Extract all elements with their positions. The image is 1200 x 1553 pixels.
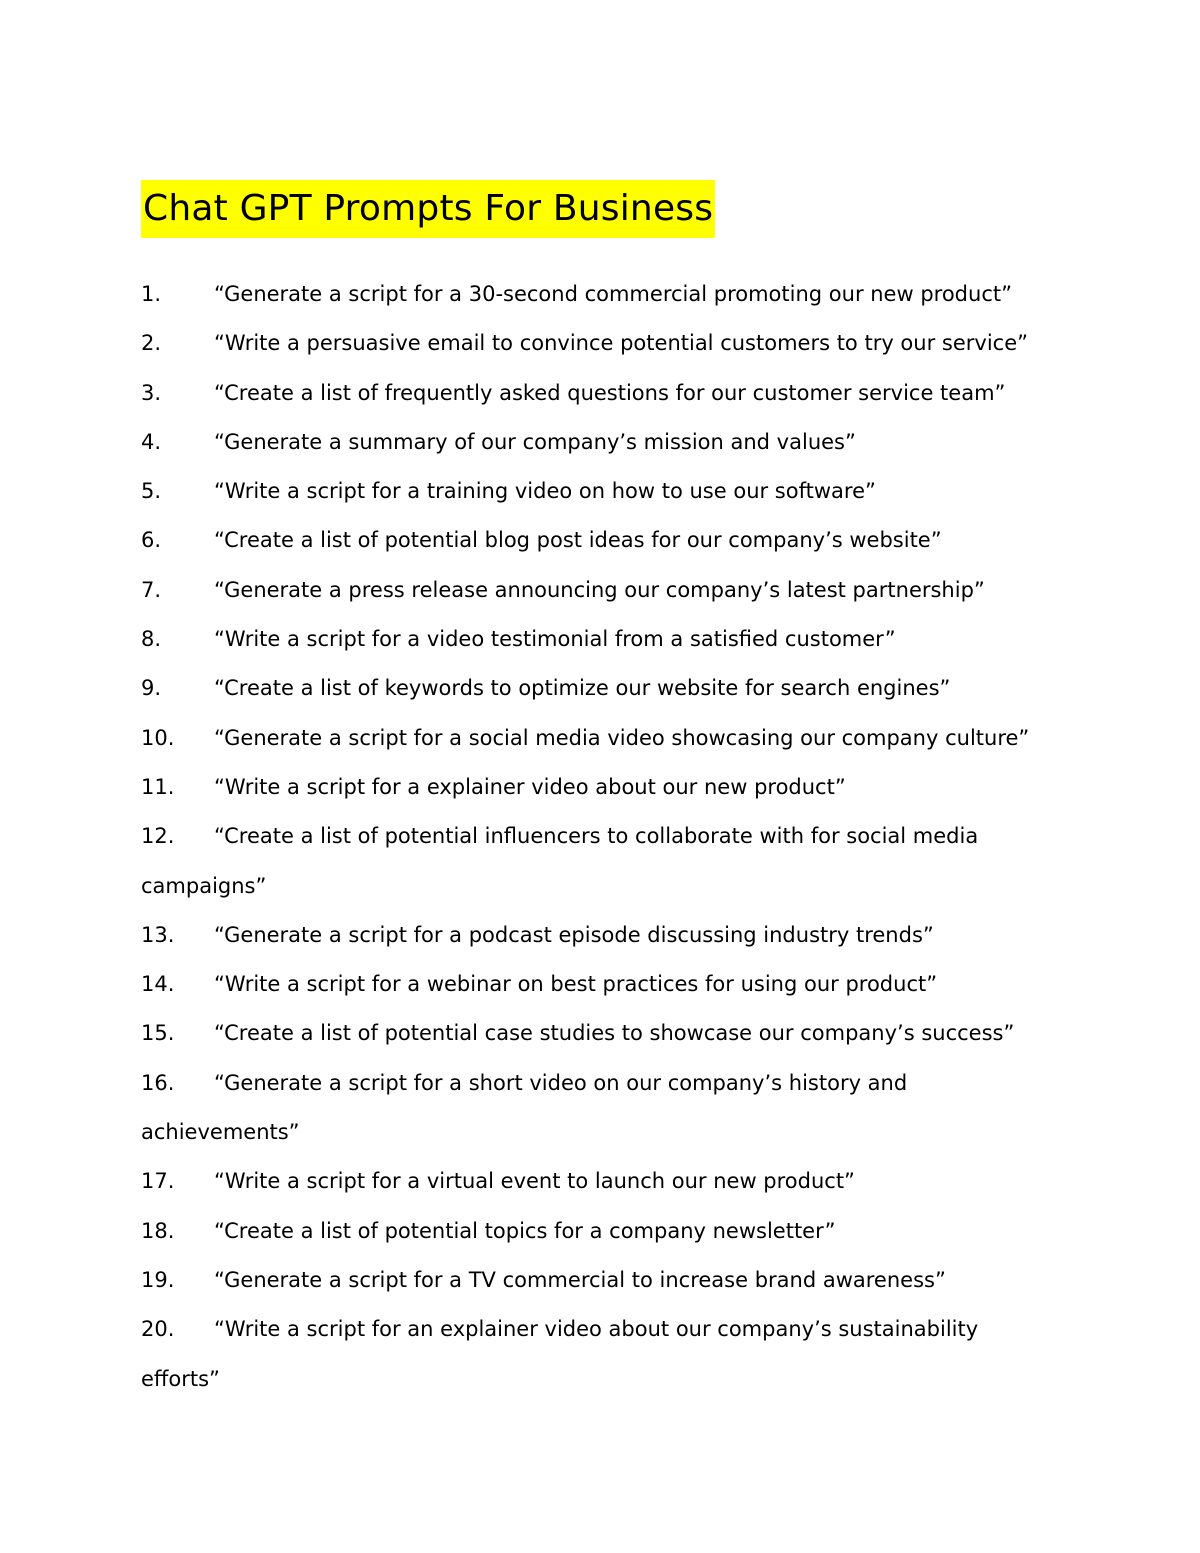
- list-item-number: 3.: [141, 380, 162, 405]
- list-item-number: 15.: [141, 1021, 175, 1046]
- list-item-number: 19.: [141, 1267, 175, 1292]
- list-item-text: “Create a list of potential influencers to collaborate with for social media: [214, 824, 979, 849]
- list-item-number: 9.: [141, 676, 162, 701]
- list-item: [141, 566, 1061, 615]
- list-item: [141, 1256, 1061, 1305]
- list-item: [141, 516, 1061, 565]
- list-item-number: 16.: [141, 1070, 175, 1095]
- list-item-number: 17.: [141, 1169, 175, 1194]
- list-item-text: “Write a script for a video testimonial from a satisfied customer”: [214, 627, 896, 652]
- list-item-text-continuation: campaigns”: [141, 873, 267, 898]
- list-item: [141, 369, 1061, 418]
- prompt-list: [141, 270, 1061, 1404]
- list-item: [141, 911, 1061, 960]
- list-item-text: “Create a list of frequently asked questions for our customer service team”: [214, 380, 1006, 405]
- list-item-number: 11.: [141, 774, 175, 799]
- list-item: [141, 615, 1061, 664]
- list-item: [141, 1157, 1061, 1206]
- list-item-text-continuation: achievements”: [141, 1120, 300, 1145]
- list-item-number: 14.: [141, 972, 175, 997]
- list-item-number: 12.: [141, 824, 175, 849]
- list-item-text: “Write a script for a virtual event to launch our new product”: [214, 1169, 855, 1194]
- list-item: [141, 812, 1061, 911]
- list-item-text: “Write a script for an explainer video about our company’s sustainability: [214, 1317, 979, 1342]
- list-item-text: “Create a list of potential case studies to showcase our company’s success”: [214, 1021, 1015, 1046]
- list-item: [141, 1009, 1061, 1058]
- list-item-text: “Create a list of keywords to optimize our website for search engines”: [214, 676, 951, 701]
- list-item-number: 5.: [141, 479, 162, 504]
- list-item-text-continuation: efforts”: [141, 1366, 220, 1391]
- list-item: [141, 467, 1061, 516]
- list-item-text: “Generate a script for a 30-second commercial promoting our new product”: [214, 282, 1012, 306]
- list-item: [141, 763, 1061, 812]
- list-item-number: 6.: [141, 528, 162, 553]
- list-item-number: 2.: [141, 331, 162, 356]
- list-item-text: “Generate a press release announcing our company’s latest partnership”: [214, 577, 985, 602]
- list-item: [141, 1305, 1061, 1404]
- list-item-text: “Generate a script for a TV commercial to increase brand awareness”: [214, 1267, 946, 1292]
- list-item: [141, 1059, 1061, 1158]
- list-item-number: 8.: [141, 627, 162, 652]
- list-item-number: 7.: [141, 577, 162, 602]
- list-item-text: “Write a script for a training video on how to use our software”: [214, 479, 876, 504]
- list-item-text: “Create a list of potential blog post ideas for our company’s website”: [214, 528, 942, 553]
- page-title: Chat GPT Prompts For Business: [141, 180, 715, 238]
- list-item-text: “Create a list of potential topics for a company newsletter”: [214, 1218, 836, 1243]
- list-item-number: 13.: [141, 922, 175, 947]
- list-item-text: “Write a persuasive email to convince potential customers to try our service”: [214, 331, 1028, 356]
- list-item-number: 4.: [141, 429, 162, 454]
- list-item-text: “Generate a summary of our company’s mission and values”: [214, 429, 856, 454]
- list-item-text: “Write a script for a explainer video about our new product”: [214, 774, 846, 799]
- list-item: [141, 1207, 1061, 1256]
- list-item: [141, 714, 1061, 763]
- list-item-text: “Generate a script for a podcast episode discussing industry trends”: [214, 922, 934, 947]
- list-item-text: “Generate a script for a short video on our company’s history and: [214, 1070, 908, 1095]
- list-item-number: 20.: [141, 1317, 175, 1342]
- list-item: [141, 418, 1061, 467]
- list-item-text: “Write a script for a webinar on best practices for using our product”: [214, 972, 938, 997]
- list-item-text: “Generate a script for a social media video showcasing our company culture”: [214, 725, 1030, 750]
- list-item-number: 10.: [141, 725, 175, 750]
- list-item-number: 18.: [141, 1218, 175, 1243]
- list-item-number: 1.: [141, 282, 162, 306]
- list-item: [141, 664, 1061, 713]
- list-item: [141, 960, 1061, 1009]
- list-item: [141, 270, 1061, 319]
- list-item: [141, 319, 1061, 368]
